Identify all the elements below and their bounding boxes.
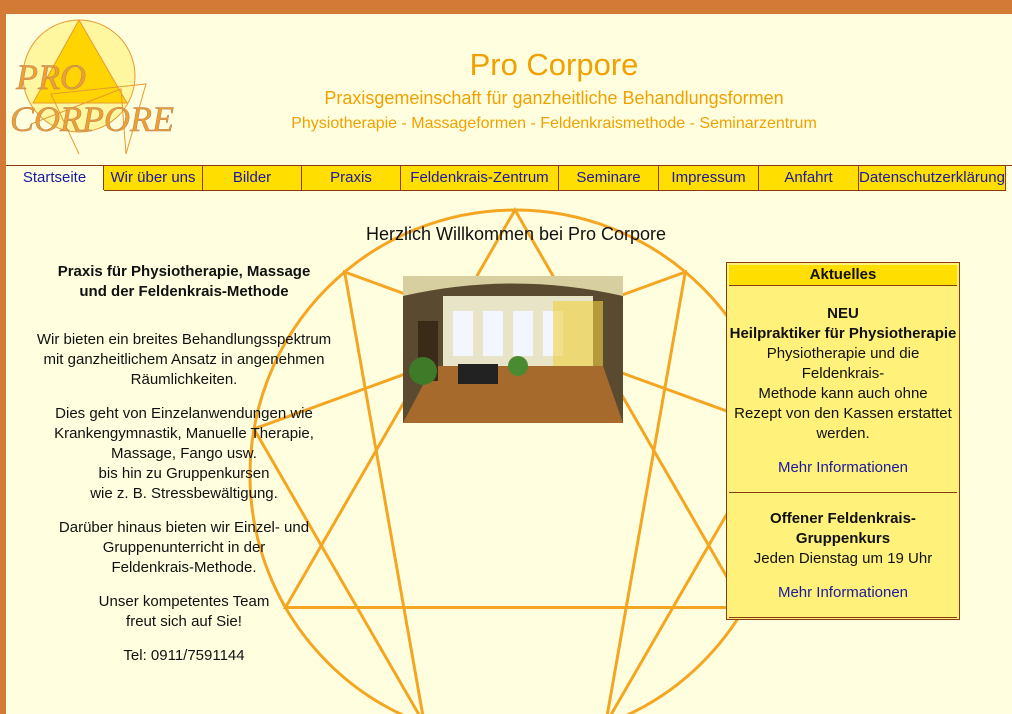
news-item-title: Gruppenkurs bbox=[795, 530, 891, 547]
news-item-title: Offener Feldenkrais- bbox=[770, 510, 916, 527]
text-line: werden. bbox=[816, 425, 870, 442]
text-line: Wir bieten ein breites Behandlungsspektrum bbox=[36, 331, 332, 348]
main-nav bbox=[6, 165, 1012, 191]
text-line: Feldenkrais- bbox=[801, 365, 885, 382]
practice-room-photo bbox=[403, 276, 623, 423]
nav-datenschutz[interactable]: Datenschutzerklärung bbox=[859, 166, 1006, 191]
news-item-title: Heilpraktiker für Physiotherapie bbox=[729, 325, 957, 342]
news-item-text: Jeden Dienstag um 19 Uhr bbox=[753, 550, 933, 567]
site-title: Pro Corpore bbox=[469, 47, 639, 82]
text-line: Methode kann auch ohne bbox=[758, 385, 928, 402]
text-line: Physiotherapie und die bbox=[766, 345, 920, 362]
nav-feldenkrais-zentrum[interactable]: Feldenkrais-Zentrum bbox=[401, 166, 559, 191]
nav-startseite[interactable]: Startseite bbox=[6, 166, 104, 190]
intro-heading-2: und der Feldenkrais-Methode bbox=[79, 283, 289, 300]
text-line: Gruppenunterricht in der bbox=[102, 539, 266, 556]
site-tagline: Physiotherapie - Massageformen - Feldenkraismethode - Seminarzentrum bbox=[291, 115, 817, 132]
logo-text-corpore: CORPORE bbox=[10, 99, 174, 139]
nav-bilder[interactable]: Bilder bbox=[203, 166, 302, 191]
text-line: Dies geht von Einzelanwendungen wie bbox=[55, 405, 313, 422]
text-line: freut sich auf Sie! bbox=[126, 613, 242, 630]
more-info-link[interactable]: Mehr Informationen bbox=[777, 584, 909, 601]
more-info-link[interactable]: Mehr Informationen bbox=[777, 459, 909, 476]
nav-anfahrt[interactable]: Anfahrt bbox=[759, 166, 859, 191]
site-subtitle: Praxisgemeinschaft für ganzheitliche Behandlungsformen bbox=[324, 88, 784, 108]
text-line: Rezept von den Kassen erstattet bbox=[734, 405, 952, 422]
text-line: bis hin zu Gruppenkursen bbox=[98, 465, 270, 482]
text-line: Räumlichkeiten. bbox=[130, 371, 238, 388]
nav-impressum[interactable]: Impressum bbox=[659, 166, 759, 191]
text-line: Darüber hinaus bieten wir Einzel- und bbox=[58, 519, 310, 536]
logo bbox=[6, 14, 176, 166]
welcome-heading: Herzlich Willkommen bei Pro Corpore bbox=[365, 224, 667, 244]
intro-text bbox=[34, 262, 334, 680]
text-line: mit ganzheitlichem Ansatz in angenehmen bbox=[43, 351, 325, 368]
text-line: Massage, Fango usw. bbox=[111, 445, 257, 462]
text-line: Unser kompetentes Team bbox=[98, 593, 270, 610]
text-line: wie z. B. Stressbewältigung. bbox=[90, 485, 278, 502]
logo-text-pro: PRO bbox=[16, 57, 86, 97]
nav-wir-ueber-uns[interactable]: Wir über uns bbox=[104, 166, 203, 191]
nav-seminare[interactable]: Seminare bbox=[559, 166, 659, 191]
text-line: Feldenkrais-Methode. bbox=[111, 559, 257, 576]
phone-number: Tel: 0911/7591144 bbox=[123, 647, 245, 664]
news-item bbox=[729, 288, 957, 493]
intro-heading-1: Praxis für Physiotherapie, Massage bbox=[57, 263, 311, 280]
news-title: Aktuelles bbox=[729, 265, 957, 286]
news-badge: NEU bbox=[827, 305, 859, 322]
text-line: Krankengymnastik, Manuelle Therapie, bbox=[54, 425, 314, 442]
news-item bbox=[729, 493, 957, 618]
news-box bbox=[726, 262, 960, 620]
nav-praxis[interactable]: Praxis bbox=[302, 166, 401, 191]
page bbox=[6, 14, 1012, 714]
